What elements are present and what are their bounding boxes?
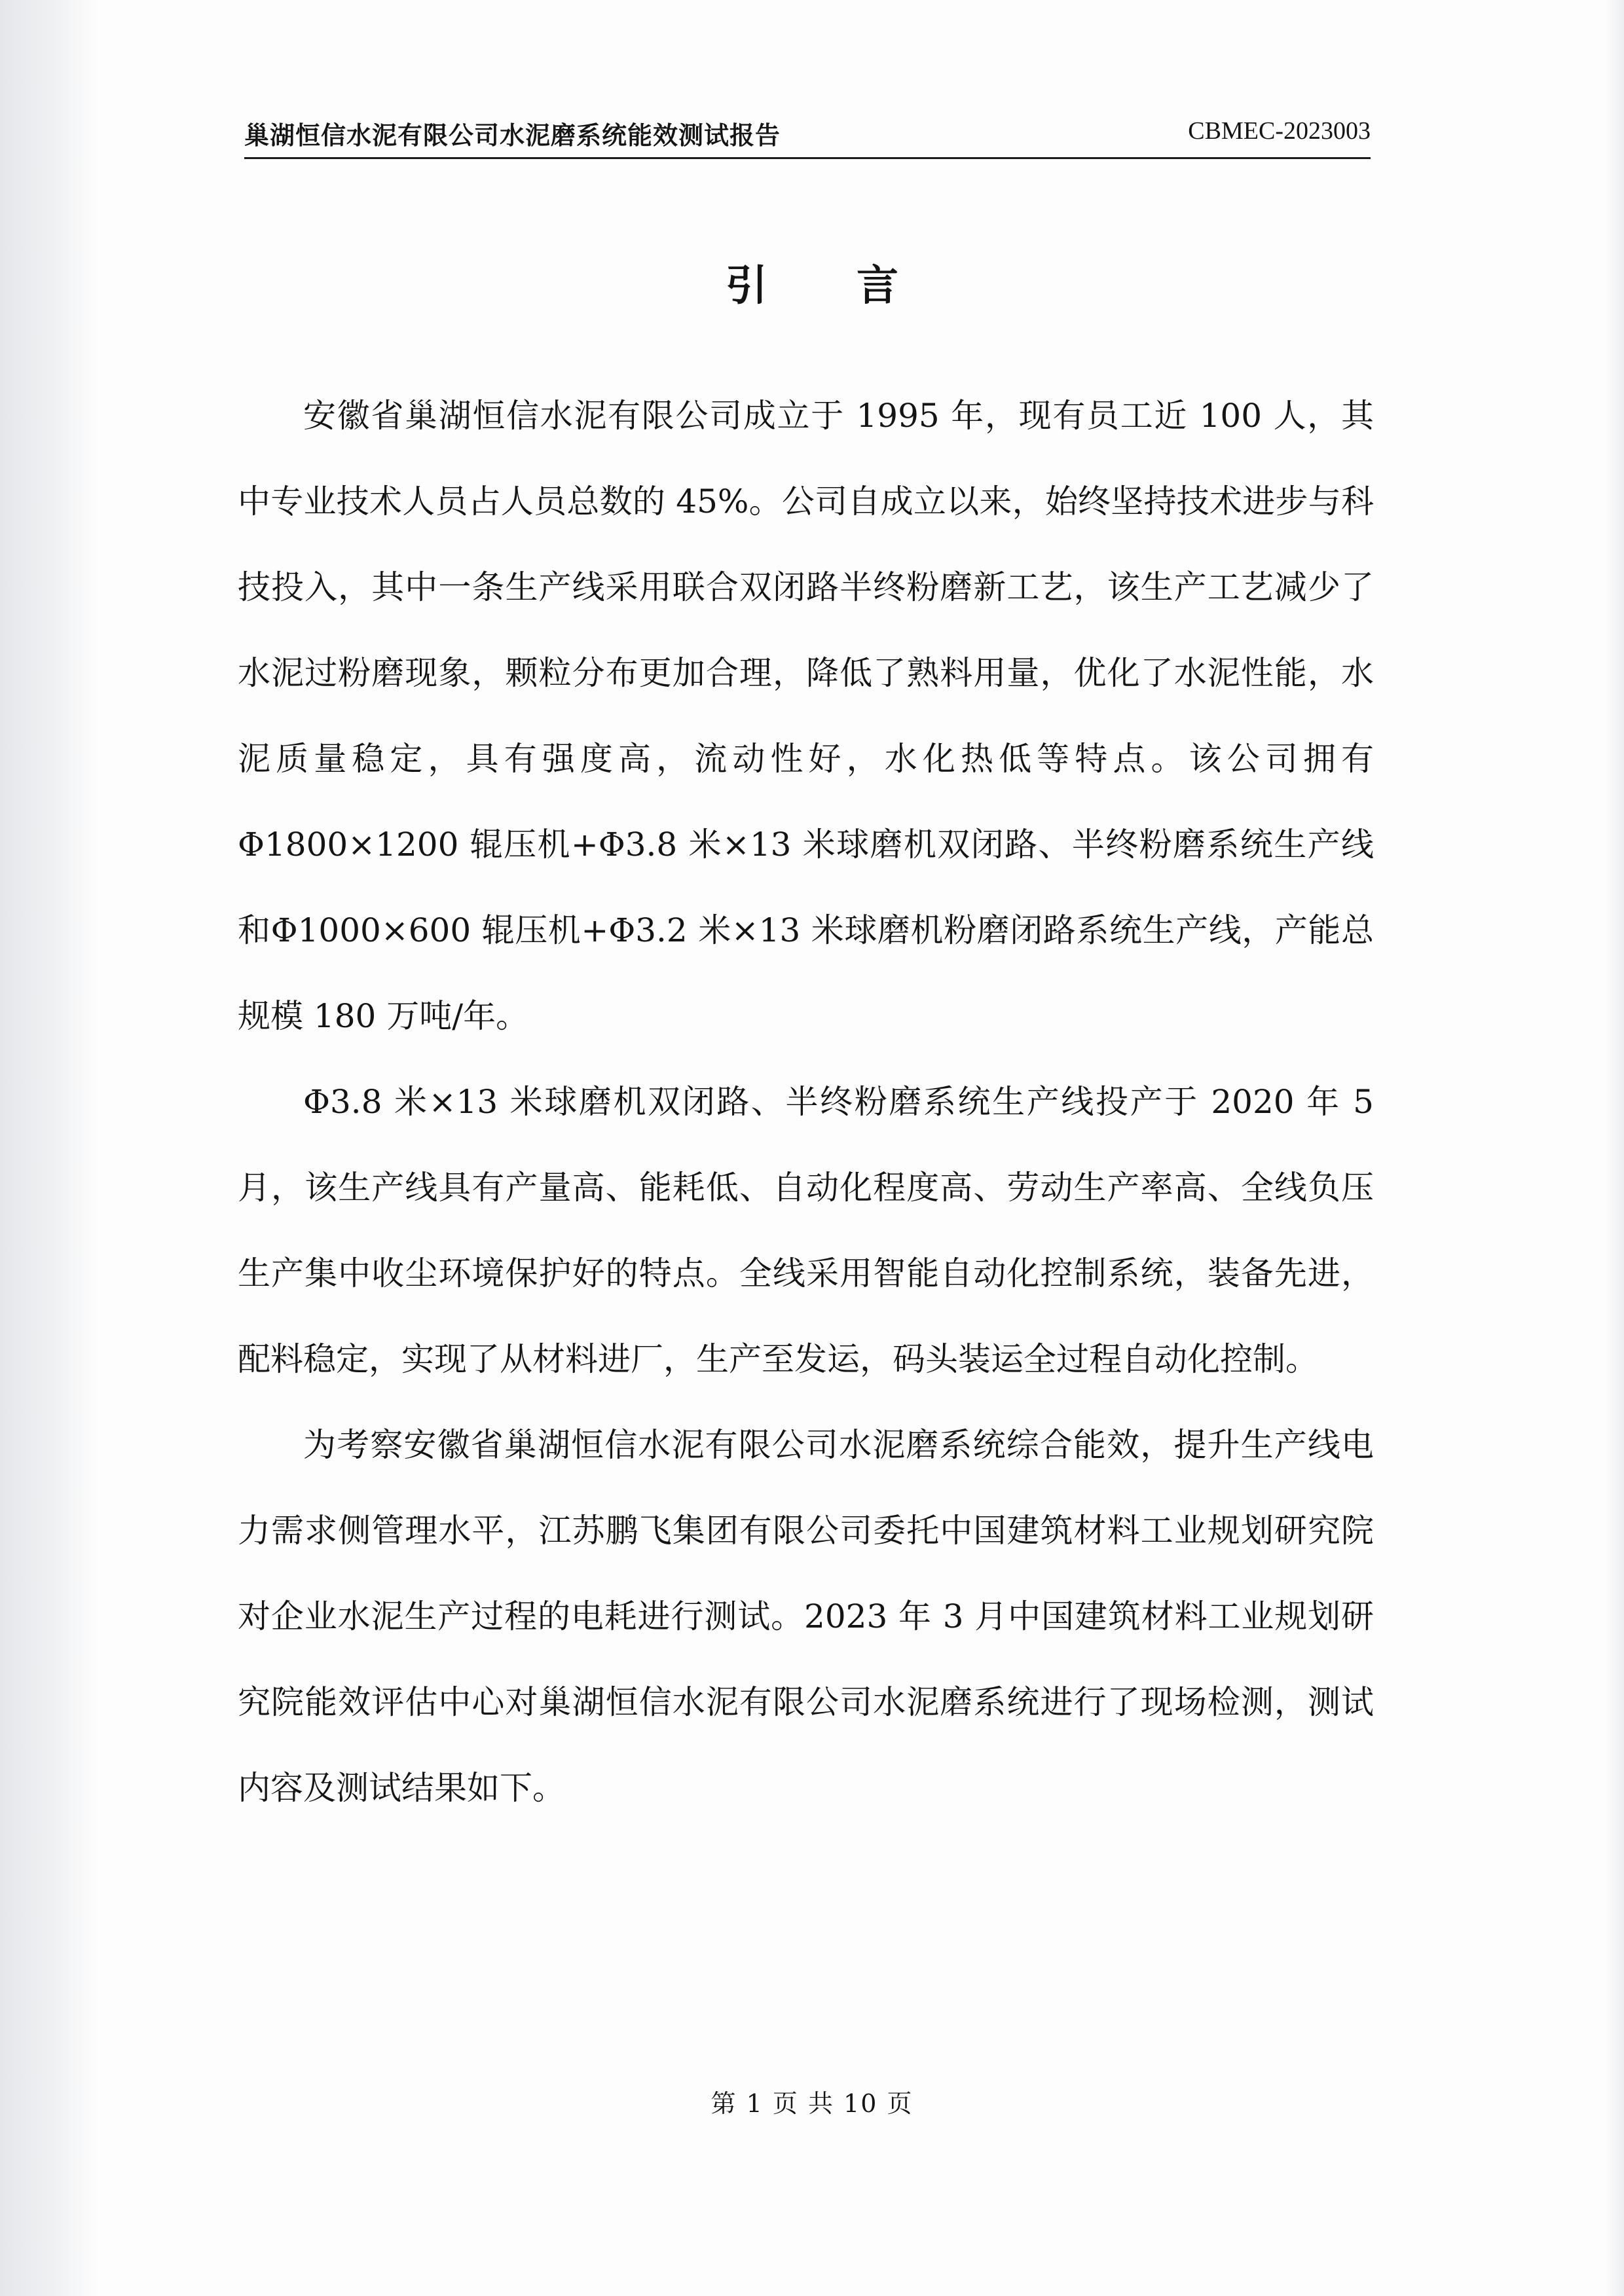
body-text <box>238 373 1374 1831</box>
page-number: 第 1 页 共 10 页 <box>710 2089 913 2118</box>
paragraph-3: 为考察安徽省巢湖恒信水泥有限公司水泥磨系统综合能效，提升生产线电力需求侧管理水平，江苏鹏飞集团有限公司委托中国建筑材料工业规划研究院对企业水泥生产过程的电耗进行测试。2023 年 3 月中国建筑材料工业规划研究院能效评估中心对巢湖恒信水泥有限公司水泥磨系统进行了现场检测，测试内容及测试结果如下。 <box>238 1426 1374 1807</box>
report-code: CBMEC-2023003 <box>1188 117 1371 145</box>
header-title: 巢湖恒信水泥有限公司水泥磨系统能效测试报告 <box>244 121 781 150</box>
section-title: 引言 <box>726 262 987 310</box>
scan-shadow-right <box>1604 0 1624 2296</box>
paragraph-1: 安徽省巢湖恒信水泥有限公司成立于 1995 年，现有员工近 100 人，其中专业技术人员占人员总数的 45%。公司自成立以来，始终坚持技术进步与科技投入，其中一条生产线采用联合双闭路半终粉磨新工艺，该生产工艺减少了水泥过粉磨现象，颗粒分布更加合理，降低了熟料用量，优化了水泥性能，水泥质量稳定，具有强度高，流动性好，水化热低等特点。该公司拥有Φ1800×1200 辊压机+Φ3.8 米×13 米球磨机双闭路、半终粉磨系统生产线和Φ1000×600 辊压机+Φ3.2 米×13 米球磨机粉磨闭路系统生产线，产能总规模 180 万吨/年。 <box>238 397 1374 1035</box>
paragraph-2: Φ3.8 米×13 米球磨机双闭路、半终粉磨系统生产线投产于 2020 年 5 月，该生产线具有产量高、能耗低、自动化程度高、劳动生产率高、全线负压生产集中收尘环境保护好的特点。全线采用智能自动化控制系统，装备先进，配料稳定，实现了从材料进厂，生产至发运，码头装运全过程自动化控制。 <box>238 1083 1374 1378</box>
header-rule <box>244 157 1371 159</box>
page-header <box>244 111 1371 157</box>
scan-shadow <box>0 0 98 2296</box>
